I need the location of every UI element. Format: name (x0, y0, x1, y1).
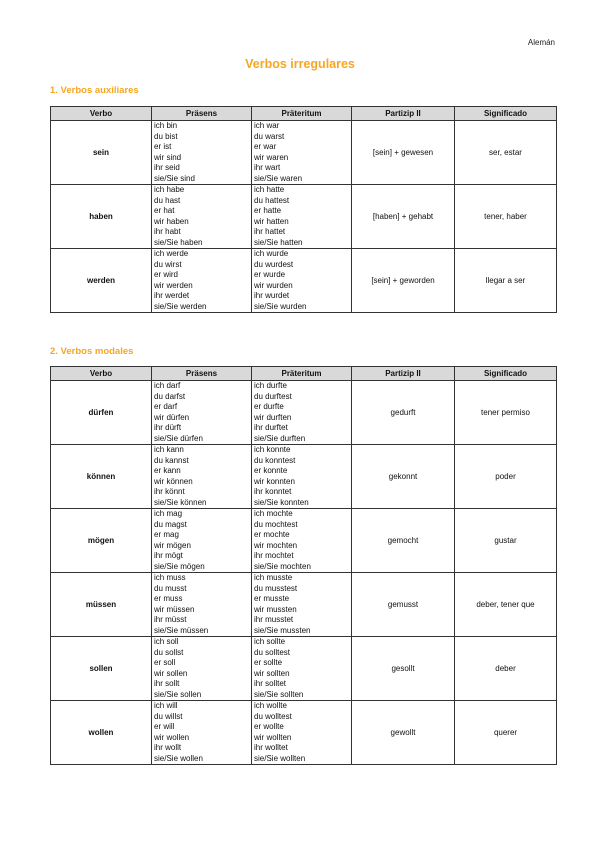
verb-cell: müssen (51, 573, 152, 637)
praesens-cell (152, 381, 252, 445)
conjugation-form: ihr hattet (254, 227, 286, 236)
partizip-cell: gemocht (352, 509, 455, 573)
column-header-significado: Significado (455, 367, 557, 381)
conjugation-form: ihr solltet (254, 679, 287, 688)
conjugation-form: ich darf (154, 381, 181, 390)
table-row (51, 573, 557, 637)
conjugation-form: du wirst (154, 259, 182, 269)
conjugation-form: du mochtest (254, 519, 298, 529)
meaning-cell: querer (455, 701, 557, 765)
conjugation-form: ihr wolltet (254, 743, 288, 752)
conjugation-form: ihr müsst (154, 615, 187, 624)
meaning-cell: ser, estar (455, 121, 557, 185)
praesens-cell (152, 509, 252, 573)
praeteritum-cell (252, 573, 352, 637)
conjugation-form: sie/Sie wollten (254, 753, 306, 763)
conjugation-form: wir haben (154, 216, 189, 226)
conjugation-form: ich wollte (254, 701, 287, 710)
column-header-partizip: Partizip II (352, 107, 455, 121)
conjugation-form: er wird (154, 270, 179, 279)
partizip-cell: gewollt (352, 701, 455, 765)
partizip-cell: gekonnt (352, 445, 455, 509)
conjugation-form: er war (254, 142, 277, 151)
conjugation-form: er wurde (254, 270, 286, 279)
conjugation-form: ihr werdet (154, 291, 190, 300)
conjugation-form: du hast (154, 195, 181, 205)
column-header-praesens: Präsens (152, 367, 252, 381)
conjugation-form: sie/Sie haben (154, 237, 203, 247)
conjugation-form: sie/Sie wollen (154, 753, 203, 763)
conjugation-form: du konntest (254, 455, 296, 465)
conjugation-form: wir mögen (154, 540, 191, 550)
conjugation-form: wir durften (254, 412, 292, 422)
conjugation-form: er mag (154, 530, 179, 539)
conjugation-form: sie/Sie mochten (254, 561, 311, 571)
conjugation-form: sie/Sie mussten (254, 625, 311, 635)
conjugation-form: ich kann (154, 445, 184, 454)
table-row (51, 185, 557, 249)
column-header-partizip: Partizip II (352, 367, 455, 381)
table-row (51, 509, 557, 573)
column-header-verbo: Verbo (51, 367, 152, 381)
conjugation-form: sie/Sie dürfen (154, 433, 203, 443)
conjugation-form: sie/Sie sollen (154, 689, 202, 699)
conjugation-form: wir wollten (254, 732, 292, 742)
conjugation-form: ihr habt (154, 227, 181, 236)
page-title: Verbos irregulares (245, 57, 355, 71)
conjugation-form: wir hatten (254, 216, 289, 226)
section-heading-auxiliares: 1. Verbos auxiliares (50, 85, 139, 96)
column-header-praeteritum: Präteritum (252, 367, 352, 381)
conjugation-form: wir mussten (254, 604, 297, 614)
conjugation-form: du durftest (254, 391, 292, 401)
conjugation-form: er kann (154, 466, 181, 475)
conjugation-form: du solltest (254, 647, 291, 657)
praeteritum-cell (252, 381, 352, 445)
praeteritum-cell (252, 637, 352, 701)
praesens-cell (152, 573, 252, 637)
conjugation-form: ihr sollt (154, 679, 180, 688)
conjugation-form: du wolltest (254, 711, 292, 721)
conjugation-form: ihr mögt (154, 551, 183, 560)
conjugation-form: er musste (254, 594, 290, 603)
conjugation-form: wir können (154, 476, 193, 486)
conjugation-form: wir wollen (154, 732, 190, 742)
column-header-significado: Significado (455, 107, 557, 121)
conjugation-form: ich mochte (254, 509, 293, 518)
conjugation-form: ich hatte (254, 185, 285, 194)
table-row (51, 249, 557, 313)
conjugation-form: du sollst (154, 647, 184, 657)
table-row (51, 637, 557, 701)
conjugation-form: ich werde (154, 249, 189, 258)
meaning-cell: tener permiso (455, 381, 557, 445)
conjugation-form: sie/Sie mögen (154, 561, 205, 571)
conjugation-form: du darfst (154, 391, 186, 401)
meaning-cell: deber (455, 637, 557, 701)
conjugation-form: er ist (154, 142, 172, 151)
conjugation-form: wir dürfen (154, 412, 190, 422)
conjugation-form: ich muss (154, 573, 186, 582)
conjugation-form: du bist (154, 131, 178, 141)
conjugation-form: ich mag (154, 509, 183, 518)
partizip-cell: [sein] + gewesen (352, 121, 455, 185)
conjugation-form: er hat (154, 206, 175, 215)
conjugation-form: ich musste (254, 573, 293, 582)
column-header-verbo: Verbo (51, 107, 152, 121)
section-heading-modales: 2. Verbos modales (50, 346, 134, 357)
praeteritum-cell (252, 445, 352, 509)
conjugation-form: sie/Sie durften (254, 433, 306, 443)
conjugation-form: du wurdest (254, 259, 294, 269)
conjugation-form: er wollte (254, 722, 284, 731)
praeteritum-cell (252, 249, 352, 313)
conjugation-form: sie/Sie konnten (254, 497, 309, 507)
conjugation-form: ich konnte (254, 445, 291, 454)
conjugation-form: ihr dürft (154, 423, 182, 432)
table-header-row (51, 367, 557, 381)
conjugation-form: er konnte (254, 466, 288, 475)
partizip-cell: gemusst (352, 573, 455, 637)
praeteritum-cell (252, 701, 352, 765)
table-row (51, 121, 557, 185)
meaning-cell: deber, tener que (455, 573, 557, 637)
conjugation-form: ich soll (154, 637, 179, 646)
partizip-cell: gedurft (352, 381, 455, 445)
conjugation-form: ihr musstet (254, 615, 294, 624)
partizip-cell: gesollt (352, 637, 455, 701)
meaning-cell: poder (455, 445, 557, 509)
conjugation-form: ich bin (154, 121, 178, 130)
verb-cell: mögen (51, 509, 152, 573)
conjugation-form: ihr mochtet (254, 551, 294, 560)
praesens-cell (152, 445, 252, 509)
conjugation-form: ich wurde (254, 249, 289, 258)
conjugation-form: ihr wart (254, 163, 281, 172)
conjugation-form: du warst (254, 131, 285, 141)
conjugation-form: wir wurden (254, 280, 293, 290)
conjugation-form: er will (154, 722, 175, 731)
conjugation-form: ich sollte (254, 637, 286, 646)
partizip-cell: [sein] + geworden (352, 249, 455, 313)
conjugation-form: ihr wurdet (254, 291, 290, 300)
partizip-cell: [haben] + gehabt (352, 185, 455, 249)
conjugation-form: wir werden (154, 280, 193, 290)
verb-cell: sollen (51, 637, 152, 701)
praesens-cell (152, 249, 252, 313)
conjugation-form: sie/Sie waren (254, 173, 303, 183)
conjugation-form: ihr durftet (254, 423, 288, 432)
conjugation-form: wir mochten (254, 540, 298, 550)
conjugation-form: ich will (154, 701, 178, 710)
conjugation-form: ich war (254, 121, 280, 130)
conjugation-form: ihr konntet (254, 487, 292, 496)
modal-verbs-table (50, 366, 557, 765)
conjugation-form: er sollte (254, 658, 283, 667)
conjugation-form: wir waren (254, 152, 289, 162)
subject-label: Alemán (527, 38, 555, 47)
conjugation-form: ich habe (154, 185, 185, 194)
conjugation-form: sie/Sie wurden (254, 301, 307, 311)
column-header-praesens: Präsens (152, 107, 252, 121)
conjugation-form: er muss (154, 594, 183, 603)
conjugation-form: sie/Sie hatten (254, 237, 303, 247)
conjugation-form: ihr seid (154, 163, 180, 172)
conjugation-form: du kannst (154, 455, 189, 465)
conjugation-form: wir konnten (254, 476, 295, 486)
conjugation-form: er hatte (254, 206, 282, 215)
conjugation-form: er mochte (254, 530, 290, 539)
conjugation-form: wir sollen (154, 668, 188, 678)
conjugation-form: sie/Sie sollten (254, 689, 304, 699)
conjugation-form: du hattest (254, 195, 290, 205)
praesens-cell (152, 637, 252, 701)
verb-cell: haben (51, 185, 152, 249)
table-row (51, 445, 557, 509)
verb-cell: können (51, 445, 152, 509)
praeteritum-cell (252, 121, 352, 185)
praesens-cell (152, 121, 252, 185)
praesens-cell (152, 701, 252, 765)
conjugation-form: du musstest (254, 583, 298, 593)
conjugation-form: er soll (154, 658, 176, 667)
conjugation-form: du musst (154, 583, 187, 593)
conjugation-form: sie/Sie werden (154, 301, 207, 311)
conjugation-form: sie/Sie müssen (154, 625, 209, 635)
conjugation-form: sie/Sie können (154, 497, 207, 507)
auxiliary-verbs-table (50, 106, 557, 313)
column-header-praeteritum: Präteritum (252, 107, 352, 121)
praeteritum-cell (252, 509, 352, 573)
praesens-cell (152, 185, 252, 249)
verb-cell: sein (51, 121, 152, 185)
verb-cell: wollen (51, 701, 152, 765)
table-row (51, 701, 557, 765)
conjugation-form: du magst (154, 519, 187, 529)
conjugation-form: du willst (154, 711, 183, 721)
conjugation-form: wir sind (154, 152, 182, 162)
conjugation-form: wir sollten (254, 668, 290, 678)
table-row (51, 381, 557, 445)
verb-cell: dürfen (51, 381, 152, 445)
meaning-cell: llegar a ser (455, 249, 557, 313)
conjugation-form: sie/Sie sind (154, 173, 195, 183)
praeteritum-cell (252, 185, 352, 249)
meaning-cell: gustar (455, 509, 557, 573)
conjugation-form: ihr wollt (154, 743, 182, 752)
meaning-cell: tener, haber (455, 185, 557, 249)
conjugation-form: ihr könnt (154, 487, 185, 496)
conjugation-form: ich durfte (254, 381, 287, 390)
conjugation-form: er darf (154, 402, 178, 411)
conjugation-form: wir müssen (154, 604, 195, 614)
table-header-row (51, 107, 557, 121)
verb-cell: werden (51, 249, 152, 313)
conjugation-form: er durfte (254, 402, 284, 411)
